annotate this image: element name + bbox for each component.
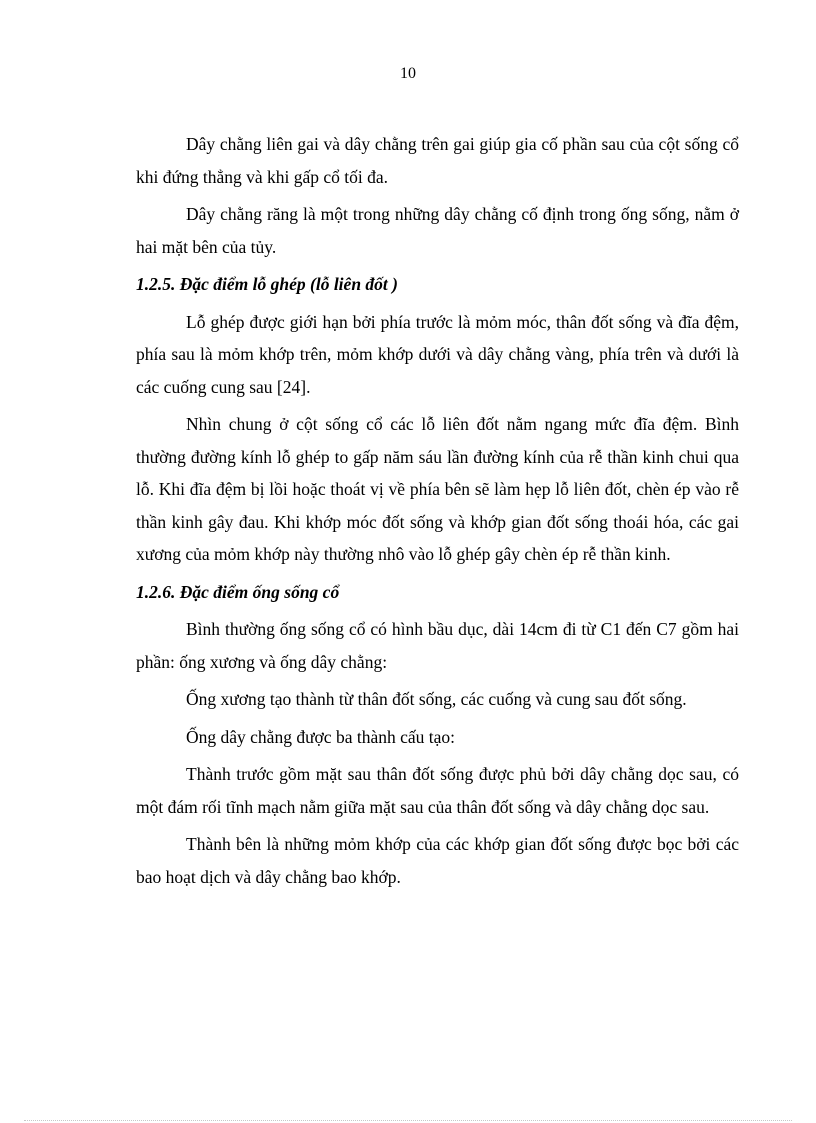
paragraph-bony-canal: Ống xương tạo thành từ thân đốt sống, các cuống và cung sau đốt sống. <box>186 689 687 709</box>
paragraph-dentate-ligament: Dây chằng răng là một trong những dây chằng cố định trong ống sống, nằm ở hai mặt bên của tủy. <box>136 204 739 257</box>
page-number: 10 <box>400 65 416 82</box>
body-text <box>136 128 739 893</box>
paragraph-ligament-canal: Ống dây chằng được ba thành cấu tạo: <box>186 726 455 747</box>
paragraph-lateral-wall: Thành bên là những mỏm khớp của các khớp gian đốt sống được bọc bởi các bao hoạt dịch và dây chằng bao khớp. <box>136 834 739 887</box>
paragraph-ligaments-interspinous: Dây chằng liên gai và dây chằng trên gai giúp gia cố phần sau của cột sống cổ khi đứng thẳng và khi gấp cổ tối đa. <box>136 134 739 187</box>
section-heading-1-2-5: 1.2.5. Đặc điểm lỗ ghép (lỗ liên đốt ) <box>136 274 398 294</box>
paragraph-anterior-wall: Thành trước gồm mặt sau thân đốt sống được phủ bởi dây chằng dọc sau, có một đám rối tĩnh mạch nằm giữa mặt sau của thân đốt sống và dây chằng dọc sau. <box>136 764 739 817</box>
paragraph-canal-shape: Bình thường ống sống cổ có hình bầu dục, dài 14cm đi từ C1 đến C7 gồm hai phần: ống xương và ống dây chằng: <box>136 619 739 672</box>
paragraph-foramen-general: Nhìn chung ở cột sống cổ các lỗ liên đốt nằm ngang mức đĩa đệm. Bình thường đường kính lỗ ghép to gấp năm sáu lần đường kính của rễ thần kinh chui qua lỗ. Khi đĩa đệm bị lồi hoặc thoát vị về phía bên sẽ làm hẹp lỗ liên đốt, chèn ép vào rễ thần kinh gây đau. Khi khớp móc đốt sống và khớp gian đốt sống thoái hóa, các gai xương của mỏm khớp này thường nhô vào lỗ ghép gây chèn ép rễ thần kinh. <box>136 414 739 564</box>
page-bottom-rule <box>24 1120 792 1121</box>
paragraph-foramen-boundaries: Lỗ ghép được giới hạn bởi phía trước là mỏm móc, thân đốt sống và đĩa đệm, phía sau là mỏm khớp trên, mỏm khớp dưới và dây chằng vàng, phía trên và dưới là các cuống cung sau [24]. <box>136 311 739 397</box>
section-heading-1-2-6: 1.2.6. Đặc điểm ống sống cổ <box>136 581 340 602</box>
